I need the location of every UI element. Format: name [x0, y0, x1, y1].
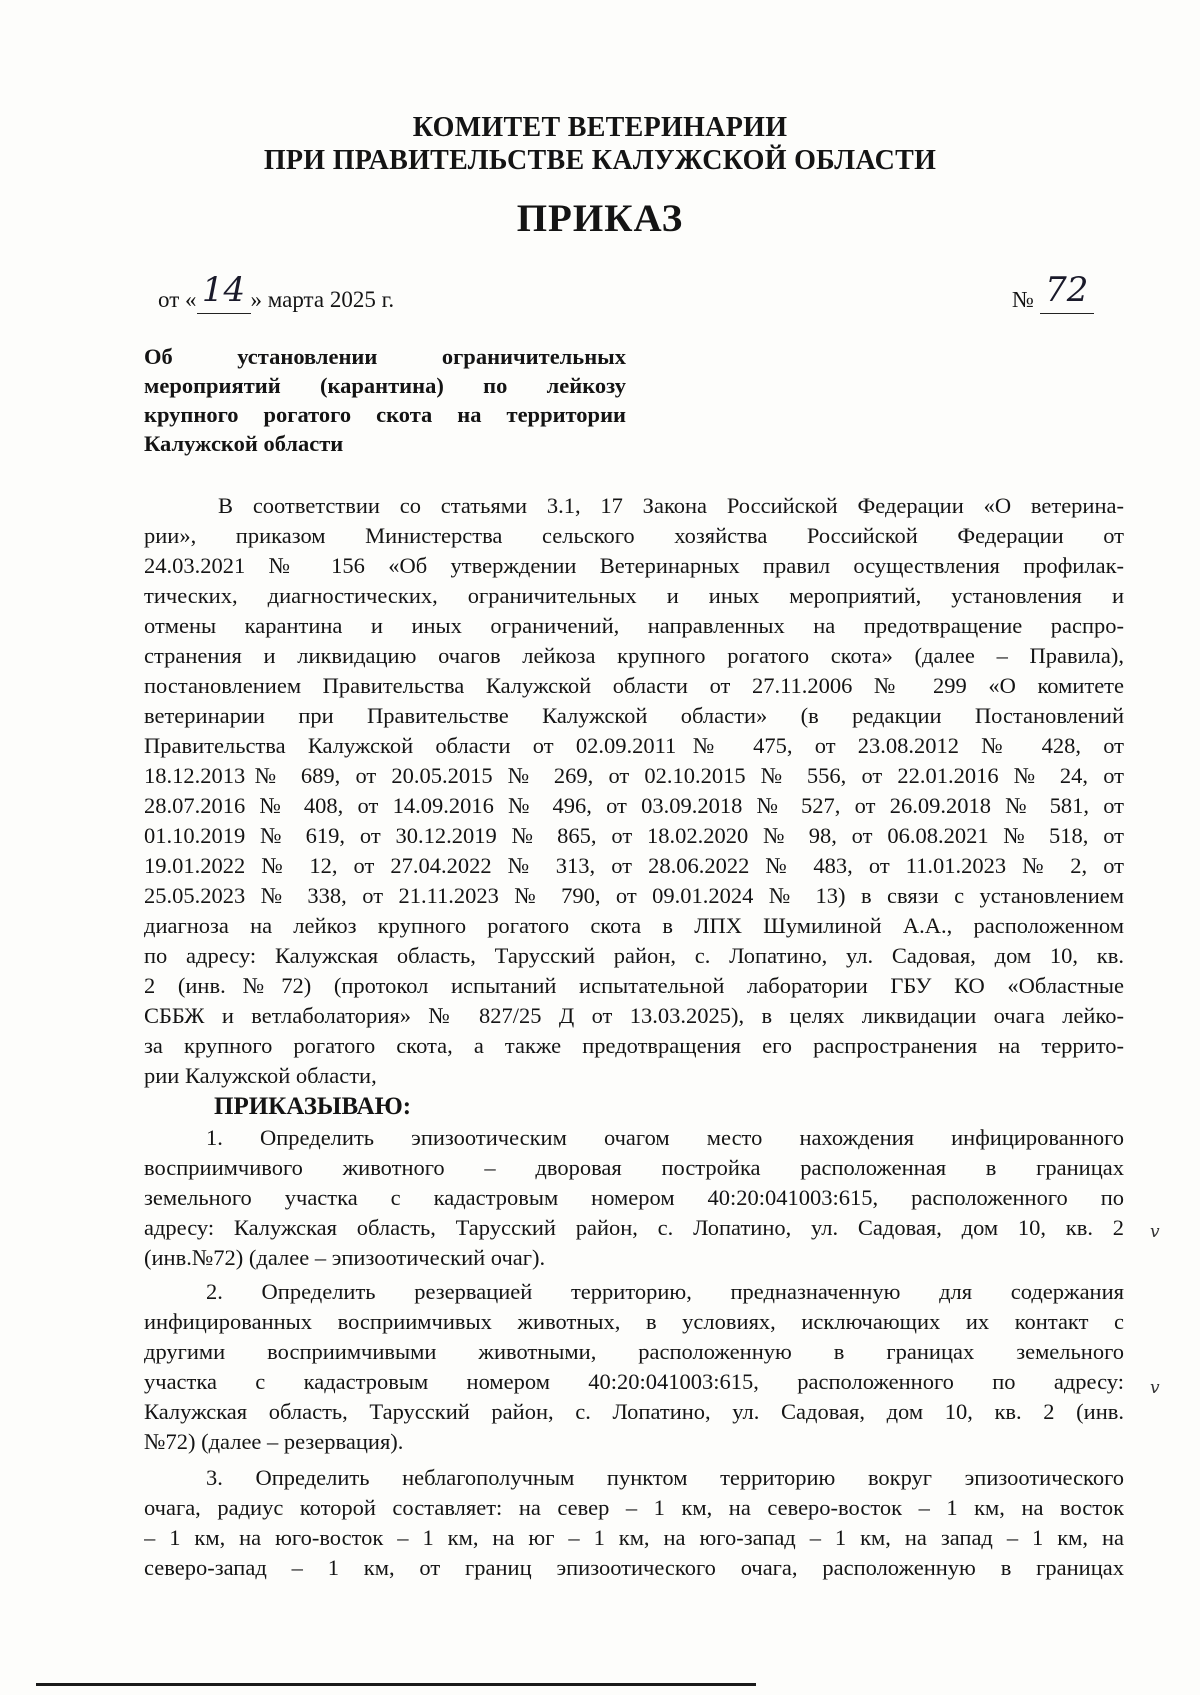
text-line: (инв.№72) (далее – эпизоотический очаг).: [144, 1245, 546, 1270]
number-label: №: [1012, 287, 1034, 312]
text-line: №72) (далее – резервация).: [144, 1429, 404, 1454]
text-line: постановлением Правительства Калужской области от 27.11.2006 № 299 «О комитете: [144, 673, 1124, 698]
text-line: В соответствии со статьями 3.1, 17 Закона Российской Федерации «О ветерина-: [218, 493, 1124, 518]
text-line: очага, радиус которой составляет: на север – 1 км, на северо-восток – 1 км, на восток: [144, 1495, 1124, 1520]
text-line: странения и ликвидацию очагов лейкоза крупного рогатого скота» (далее – Правила),: [144, 643, 1124, 668]
handwritten-number: 72: [1045, 270, 1089, 310]
order-directive-word: ПРИКАЗЫВАЮ:: [214, 1093, 412, 1120]
margin-check-mark: v: [1150, 1378, 1160, 1398]
organization-name-line2: ПРИ ПРАВИТЕЛЬСТВЕ КАЛУЖСКОЙ ОБЛАСТИ: [263, 145, 937, 176]
margin-check-mark: v: [1150, 1222, 1160, 1242]
text-line: северо-запад – 1 км, от границ эпизоотического очага, расположенную в границах: [144, 1555, 1124, 1580]
text-line: земельного участка с кадастровым номером 40:20:041003:615, расположенного по: [144, 1185, 1124, 1210]
text-line: 01.10.2019 № 619, от 30.12.2019 № 865, от 18.02.2020 № 98, от 06.08.2021 № 518, от: [144, 823, 1124, 848]
order-item-1: [144, 1123, 1124, 1273]
text-line: Правительства Калужской области от 02.09.2011№ 475, от 23.08.2012 № 428, от: [144, 733, 1124, 758]
text-line: 2 (инв.№72) (протокол испытаний испытательной лаборатории ГБУ КО «Областные: [144, 973, 1124, 998]
order-date: [158, 270, 395, 314]
subject-line: Об установлении ограничительных: [144, 344, 626, 369]
text-line: 18.12.2013№ 689, от 20.05.2015 № 269, от 02.10.2015 № 556, от 22.01.2016 № 24, от: [144, 763, 1124, 788]
order-item-3: [144, 1463, 1124, 1583]
text-line: отмены карантина и иных ограничений, направленных на предотвращение распро-: [144, 613, 1124, 638]
text-line: за крупного рогатого скота, а также предотвращения его распространения на террито-: [144, 1033, 1124, 1058]
text-line: другими восприимчивыми животными, расположенную в границах земельного: [144, 1339, 1124, 1364]
text-line: тических, диагностических, ограничительных и иных мероприятий, установления и: [144, 583, 1124, 608]
document-type-title: ПРИКАЗ: [516, 197, 684, 240]
text-line: СББЖ и ветлаболатория» № 827/25 Д от 13.03.2025), в целях ликвидации очага лейко-: [144, 1003, 1124, 1028]
text-line: 2. Определить резервацией территорию, предназначенную для содержания: [206, 1279, 1124, 1304]
organization-name-line1: КОМИТЕТ ВЕТЕРИНАРИИ: [412, 112, 788, 143]
order-number: [1012, 270, 1094, 314]
preamble-paragraph: [144, 491, 1124, 1091]
text-line: – 1 км, на юго-восток – 1 км, на юг – 1 км, на юго-запад – 1 км, на запад – 1 км, на: [144, 1525, 1124, 1550]
text-line: ветеринарии при Правительстве Калужской области» (в редакции Постановлений: [144, 703, 1124, 728]
text-line: 24.03.2021 № 156 «Об утверждении Ветеринарных правил осуществления профилак-: [144, 553, 1124, 578]
order-body: [144, 491, 1124, 1583]
text-line: участка с кадастровым номером 40:20:041003:615, расположенного по адресу:: [144, 1369, 1124, 1394]
subject-line: Калужской области: [144, 431, 344, 456]
date-prefix: от «: [158, 287, 197, 312]
text-line: диагноза на лейкоз крупного рогатого скота в ЛПХ Шумилиной А.А., расположенном: [144, 913, 1124, 938]
handwritten-day: 14: [201, 270, 246, 310]
text-line: рии Калужской области,: [144, 1063, 377, 1088]
text-line: по адресу: Калужская область, Тарусский район, с. Лопатино, ул. Садовая, дом 10, кв.: [144, 943, 1124, 968]
text-line: рии», приказом Министерства сельского хозяйства Российской Федерации от: [144, 523, 1124, 548]
text-line: восприимчивого животного – дворовая постройка расположенная в границах: [144, 1155, 1124, 1180]
text-line: 3. Определить неблагополучным пунктом территорию вокруг эпизоотического: [206, 1465, 1124, 1490]
footer-rule: [36, 1683, 756, 1686]
order-subject: [144, 342, 626, 458]
text-line: адресу: Калужская область, Тарусский район, с. Лопатино, ул. Садовая, дом 10, кв. 2: [144, 1215, 1124, 1240]
handwritten-number-field: [1040, 270, 1094, 314]
text-line: 19.01.2022 № 12, от 27.04.2022 № 313, от 28.06.2022 № 483, от 11.01.2023 № 2, от: [144, 853, 1124, 878]
text-line: 28.07.2016 № 408, от 14.09.2016 № 496, от 03.09.2018 № 527, от 26.09.2018 № 581, от: [144, 793, 1124, 818]
order-item-2: [144, 1277, 1124, 1457]
text-line: Калужская область, Тарусский район, с. Лопатино, ул. Садовая, дом 10, кв. 2 (инв.: [144, 1399, 1124, 1424]
text-line: 25.05.2023 № 338, от 21.11.2023 № 790, от 09.01.2024 № 13) в связи с установлением: [144, 883, 1124, 908]
text-line: инфицированных восприимчивых животных, в условиях, исключающих их контакт с: [144, 1309, 1124, 1334]
subject-line: мероприятий (карантина) по лейкозу: [144, 373, 626, 398]
handwritten-day-field: [197, 270, 251, 314]
date-suffix: » марта 2025 г.: [250, 287, 395, 312]
text-line: 1. Определить эпизоотическим очагом место нахождения инфицированного: [206, 1125, 1124, 1150]
subject-line: крупного рогатого скота на территории: [144, 402, 626, 427]
